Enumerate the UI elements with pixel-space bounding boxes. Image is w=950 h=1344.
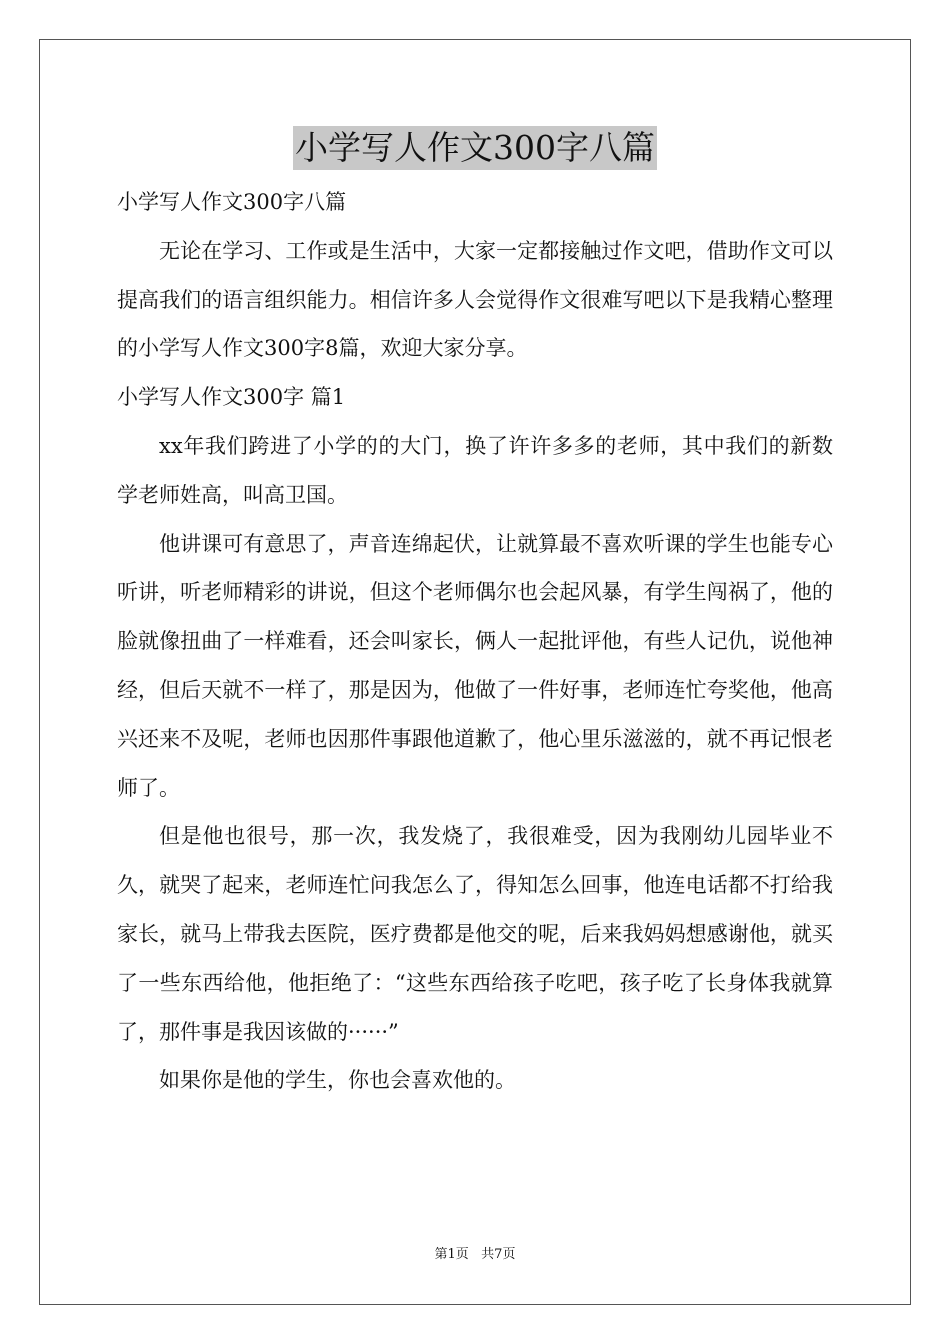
page-number-label: 第1页 共7页	[434, 1247, 516, 1262]
body-paragraph-1: xx年我们跨进了小学的的大门，换了许许多多的老师，其中我们的新数学老师姓高，叫高卫国。	[117, 433, 833, 507]
section-heading: 小学写人作文300字 篇1	[117, 385, 346, 410]
body-paragraph-4: 如果你是他的学生，你也会喜欢他的。	[159, 1068, 516, 1093]
document-title: 小学写人作文300字八篇	[293, 126, 657, 170]
body-paragraph-3: 但是他也很号，那一次，我发烧了，我很难受，因为我刚幼儿园毕业不久，就哭了起来，老师连忙问我怎么了，得知怎么回事，他连电话都不打给我家长，就马上带我去医院，医疗费都是他交的呢，后来我妈妈想感谢他，就买了一些东西给他，他拒绝了：“这些东西给孩子吃吧，孩子吃了长身体我就算了，那件事是我因该做的······”	[117, 824, 833, 1044]
page-footer	[0, 1246, 950, 1264]
title-container	[0, 126, 950, 170]
intro-paragraph: 无论在学习、工作或是生活中，大家一定都接触过作文吧，借助作文可以提高我们的语言组织能力。相信许多人会觉得作文很难写吧以下是我精心整理的小学写人作文300字8篇，欢迎大家分享。	[117, 238, 833, 361]
body-paragraph-2: 他讲课可有意思了，声音连绵起伏，让就算最不喜欢听课的学生也能专心听讲，听老师精彩的讲说，但这个老师偶尔也会起风暴，有学生闯祸了，他的脸就像扭曲了一样难看，还会叫家长，俩人一起批评他，有些人记仇，说他神经，但后天就不一样了，那是因为，他做了一件好事，老师连忙夸奖他，他高兴还来不及呢，老师也因那件事跟他道歉了，他心里乐滋滋的，就不再记恨老师了。	[117, 531, 833, 800]
document-body	[117, 178, 833, 1105]
subtitle-line: 小学写人作文300字八篇	[117, 190, 347, 214]
